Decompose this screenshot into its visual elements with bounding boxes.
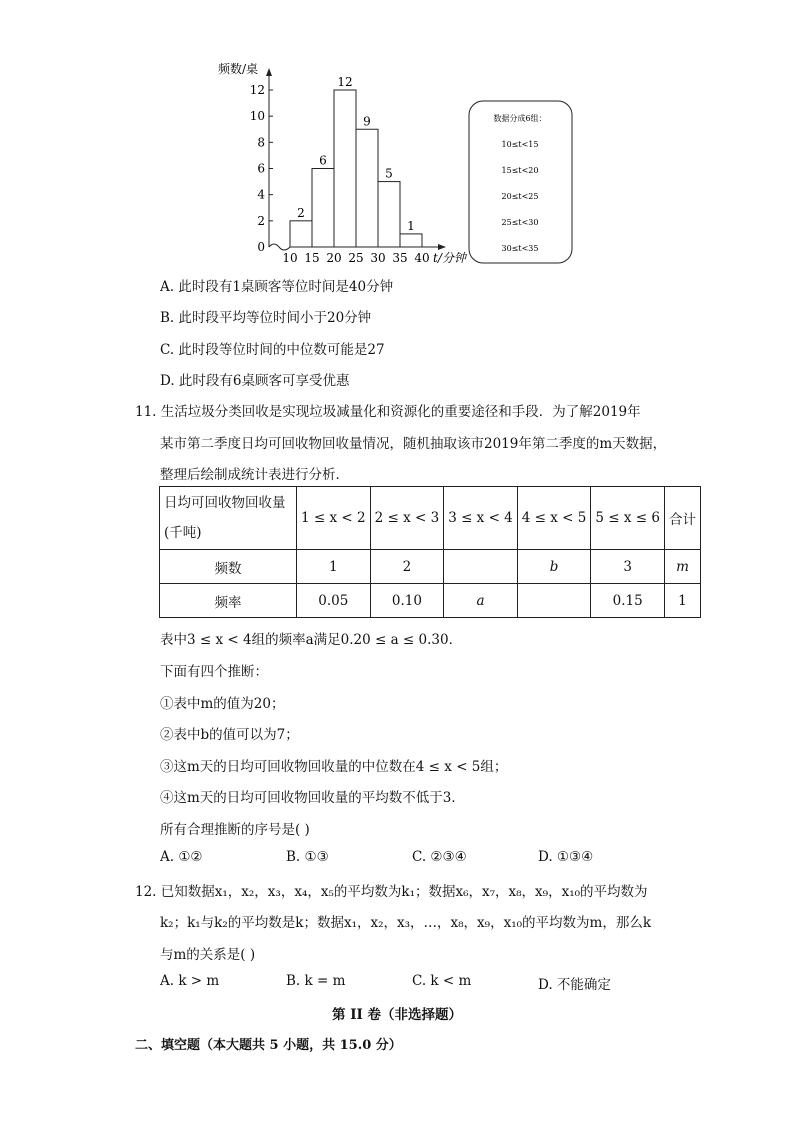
q11-option-b: B. ①③: [286, 849, 329, 865]
histogram-bar: [356, 129, 378, 247]
bar-value-label: 1: [407, 218, 415, 233]
table-cell: 1: [664, 584, 700, 618]
x-axis-arrow: [438, 244, 446, 250]
y-tick-label: 6: [257, 161, 265, 176]
section-heading: 二、填空题（本大题共 5 小题，共 15.0 分）: [135, 1038, 402, 1053]
legend-item: 25≤t<30: [501, 218, 539, 227]
table-header-cell: 日均可回收物回收量(千吨): [160, 487, 297, 550]
q10-option-d: D. 此时段有6桌顾客可享受优惠: [160, 373, 350, 389]
table-header-cell: 3 ≤ x < 4: [444, 487, 518, 550]
q11-line-2: 某市第二季度日均可回收物回收量情况，随机抽取该市2019年第二季度的m天数据，: [160, 436, 667, 452]
q11-statement-1: ①表中m的值为20；: [160, 696, 285, 712]
bar-value-label: 12: [337, 75, 353, 89]
table-cell: [517, 584, 591, 618]
q10-option-a: A. 此时段有1桌顾客等位时间是40分钟: [160, 279, 394, 295]
table-cell: 1: [297, 550, 371, 584]
q11-statement-3: ③这m天的日均可回收物回收量的中位数在4 ≤ x < 5组；: [160, 759, 508, 775]
table-cell: 2: [370, 550, 444, 584]
q11-option-c: C. ②③④: [412, 849, 467, 865]
legend-item: 10≤t<15: [501, 140, 539, 149]
q10-option-c: C. 此时段等位时间的中位数可能是27: [160, 342, 385, 358]
table-row: [160, 550, 701, 584]
y-tick-label: 0: [257, 240, 265, 254]
table-header-cell: 4 ≤ x < 5: [517, 487, 591, 550]
bar-value-label: 6: [319, 153, 327, 168]
q11-intro: 下面有四个推断：: [160, 664, 268, 680]
legend-item: 20≤t<25: [501, 192, 539, 201]
table-cell: 3: [591, 550, 665, 584]
table-cell: 频率: [160, 584, 297, 618]
y-axis-arrow: [266, 68, 272, 76]
histogram-bar: [378, 182, 400, 247]
x-axis-label: t/分钟: [433, 251, 466, 265]
q11-option-a: A. ①②: [160, 849, 203, 865]
x-tick-label: 40: [414, 251, 430, 265]
q11-statement-2: ②表中b的值可以为7；: [160, 727, 299, 743]
table-cell: b: [517, 550, 591, 584]
histogram-bar: [290, 221, 312, 247]
q11-option-d: D. ①③④: [538, 849, 594, 865]
table-cell: a: [444, 584, 518, 618]
table-cell: 0.10: [370, 584, 444, 618]
legend-item: 15≤t<20: [501, 166, 539, 175]
histogram-bar: [334, 90, 356, 247]
bar-value-label: 2: [297, 205, 305, 220]
table-cell: 0.15: [591, 584, 665, 618]
table-header-cell: 1 ≤ x < 2: [297, 487, 371, 550]
y-tick-label: 4: [257, 187, 265, 202]
q11-condition: 表中3 ≤ x < 4组的频率a满足0.20 ≤ a ≤ 0.30．: [160, 632, 463, 648]
x-tick-label: 20: [326, 251, 342, 265]
table-header-cell: 5 ≤ x ≤ 6: [591, 487, 665, 550]
table-cell: [444, 550, 518, 584]
q11-question: 所有合理推断的序号是( ): [160, 822, 310, 838]
histogram-bar: [312, 169, 334, 248]
legend-title: 数据分成6组：: [493, 114, 547, 123]
table-header-row: [160, 487, 701, 550]
x-tick-label: 15: [304, 251, 320, 265]
legend-box: [469, 101, 572, 263]
section-title: 第 II 卷（非选择题）: [332, 1007, 463, 1023]
table-cell: 0.05: [297, 584, 371, 618]
q11-table: [159, 486, 701, 618]
q12-line-1: 12. 已知数据x₁，x₂，x₃，x₄，x₅的平均数为k₁；数据x₆，x₇，x₈，x₉，x₁₀的平均数为: [135, 884, 648, 900]
q12-option-a: A. k > m: [160, 973, 220, 989]
x-tick-label: 25: [348, 251, 364, 265]
q12-line-2: k₂；k₁与k₂的平均数是k；数据x₁，x₂，x₃，…，x₈，x₉，x₁₀的平均数为m，那么k: [160, 915, 652, 931]
q12-option-d: D. 不能确定: [538, 977, 611, 993]
legend-item: 30≤t<35: [501, 244, 539, 253]
histogram-figure: [0, 0, 794, 280]
y-tick-label: 10: [249, 109, 265, 124]
table-header-cell: 2 ≤ x < 3: [370, 487, 444, 550]
table-cell: m: [664, 550, 700, 584]
q10-option-b: B. 此时段平均等位时间小于20分钟: [160, 310, 372, 326]
x-tick-label: 10: [282, 251, 298, 265]
q11-line-1: 11. 生活垃圾分类回收是实现垃圾减量化和资源化的重要途径和手段．为了解2019年: [135, 404, 641, 420]
y-axis-label: 频数/桌: [218, 62, 259, 76]
q11-statement-4: ④这m天的日均可回收物回收量的平均数不低于3．: [160, 790, 465, 806]
y-tick-label: 2: [257, 213, 265, 228]
histogram-bar: [400, 234, 422, 247]
q12-option-c: C. k < m: [412, 973, 472, 989]
x-tick-label: 30: [370, 251, 386, 265]
q12-line-3: 与m的关系是( ): [160, 947, 256, 963]
bar-value-label: 5: [385, 166, 393, 181]
q12-option-b: B. k = m: [286, 973, 346, 989]
table-cell: 频数: [160, 550, 297, 584]
bar-value-label: 9: [363, 114, 371, 129]
q11-line-3: 整理后绘制成统计表进行分析．: [160, 467, 349, 483]
x-tick-label: 35: [392, 251, 408, 265]
y-tick-label: 12: [249, 83, 265, 97]
table-row: [160, 584, 701, 618]
y-tick-label: 8: [257, 135, 265, 150]
table-header-cell: 合计: [664, 487, 700, 550]
